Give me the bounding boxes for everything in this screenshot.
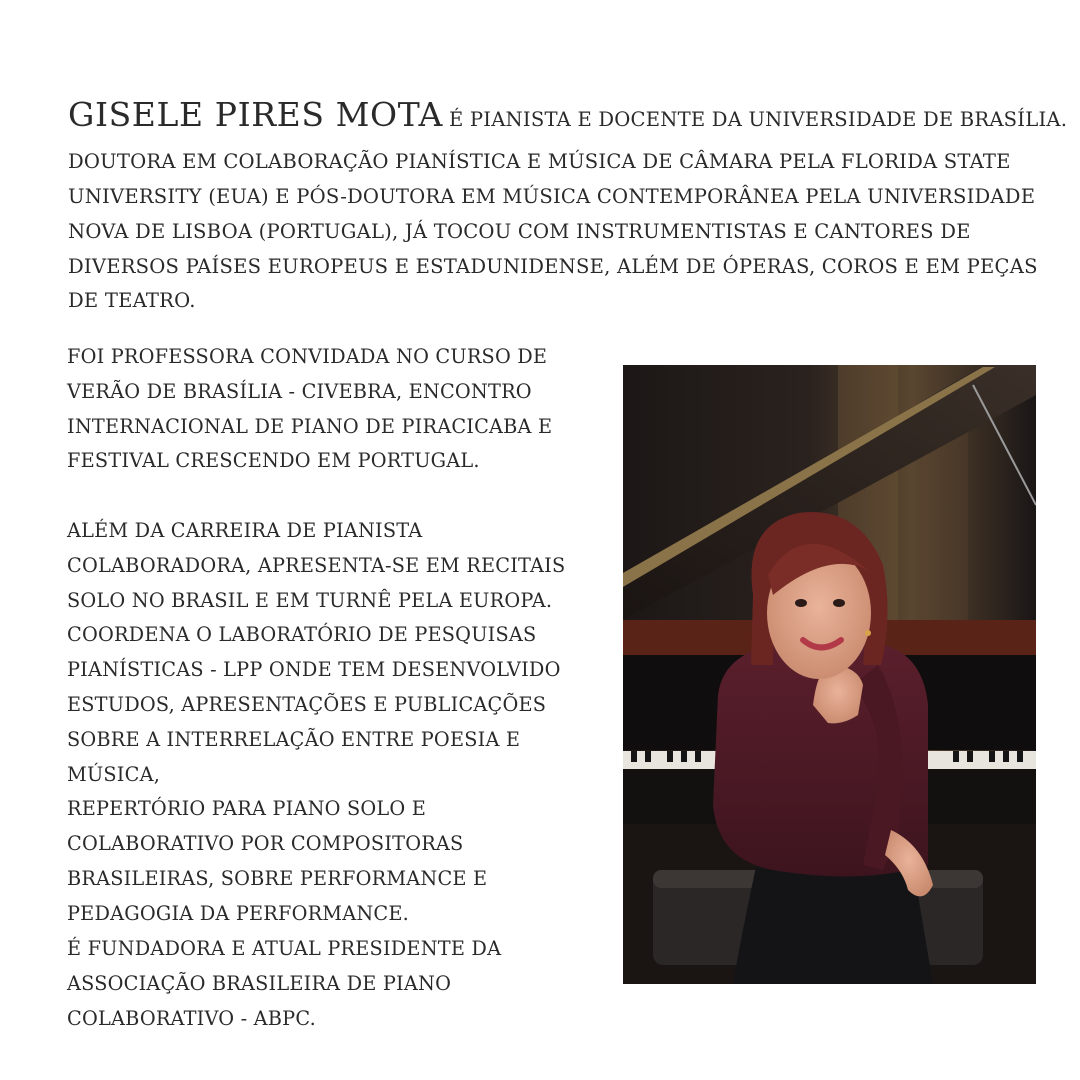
paragraph-career: ALÉM DA CARREIRA DE PIANISTA COLABORADORA, APRESENTA-SE EM RECITAIS SOLO NO BRASIL E EM TURNÊ PELA EUROPA. COORDENA O LABORATÓRIO DE PESQUISAS PIANÍSTICAS - LPP ONDE TEM DESENVOLVIDO ESTUDOS, APRESENTAÇÕES E PUBLICAÇÕES SOBRE A INTERRELAÇÃO ENTRE POESIA E MÚSICA, REPERTÓRIO PARA PIANO SOLO E COLABORATIVO POR COMPOSITORAS BRASILEIRAS, SOBRE PERFORMANCE E PEDAGOGIA DA PERFORMANCE. xyxy=(67,519,566,925)
intro-line: DOUTORA EM COLABORAÇÃO PIANÍSTICA E MÚSICA DE CÂMARA PELA FLORIDA STATE xyxy=(68,150,1011,173)
headline xyxy=(68,97,1067,138)
intro-line: UNIVERSITY (EUA) E PÓS-DOUTORA EM MÚSICA CONTEMPORÂNEA PELA UNIVERSIDADE xyxy=(68,185,1036,208)
person-name: GISELE PIRES MOTA xyxy=(68,95,443,134)
headline-rest: É PIANISTA E DOCENTE DA UNIVERSIDADE DE BRASÍLIA. xyxy=(448,108,1068,131)
pianist-at-piano-illustration xyxy=(623,365,1036,984)
portrait-photo xyxy=(623,365,1036,984)
intro-line: DIVERSOS PAÍSES EUROPEUS E ESTADUNIDENSE, ALÉM DE ÓPERAS, COROS E EM PEÇAS xyxy=(68,255,1038,278)
paragraph-founder: É FUNDADORA E ATUAL PRESIDENTE DA ASSOCIAÇÃO BRASILEIRA DE PIANO COLABORATIVO - ABPC. xyxy=(67,937,502,1030)
intro-line: DE TEATRO. xyxy=(68,289,196,312)
paragraph-teaching: FOI PROFESSORA CONVIDADA NO CURSO DE VERÃO DE BRASÍLIA - CIVEBRA, ENCONTRO INTERNACIONAL DE PIANO DE PIRACICABA E FESTIVAL CRESCENDO EM PORTUGAL. xyxy=(67,345,553,473)
intro-line: NOVA DE LISBOA (PORTUGAL), JÁ TOCOU COM INSTRUMENTISTAS E CANTORES DE xyxy=(68,220,971,243)
